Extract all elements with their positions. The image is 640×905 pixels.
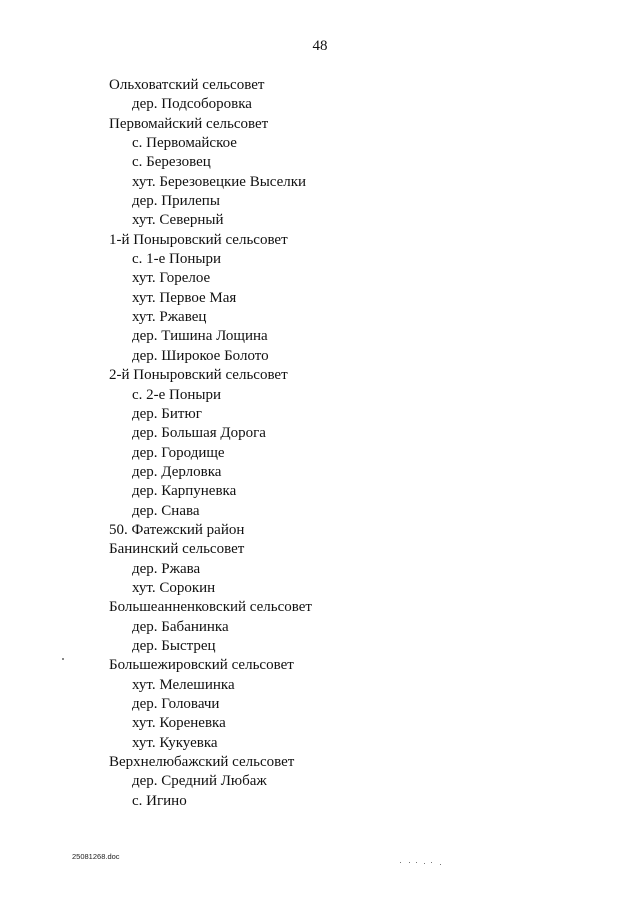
settlement-item: дер. Средний Любаж bbox=[132, 773, 267, 790]
settlement-item: дер. Подсоборовка bbox=[132, 96, 252, 113]
settlement-item: дер. Бабанинка bbox=[132, 618, 229, 635]
council-heading: Ольховатский сельсовет bbox=[109, 77, 265, 93]
settlement-item: с. 2-е Поныри bbox=[132, 386, 222, 403]
footer-filename: 25081268.doc bbox=[72, 852, 120, 861]
council-heading: Верхнелюбажский сельсовет bbox=[109, 754, 295, 771]
settlement-item: дер. Головачи bbox=[132, 696, 220, 712]
settlement-item: с. Березовец bbox=[132, 154, 211, 171]
settlement-item: дер. Дерловка bbox=[132, 463, 222, 480]
settlement-item: дер. Битюг bbox=[132, 405, 202, 422]
settlement-item: дер. Большая Дорога bbox=[132, 425, 266, 442]
settlement-item: дер. Тишина Лощина bbox=[132, 328, 268, 345]
settlement-list bbox=[109, 76, 312, 811]
settlement-item: хут. Кореневка bbox=[132, 715, 226, 732]
settlement-item: дер. Прилепы bbox=[132, 193, 220, 210]
council-heading: Большеанненковский сельсовет bbox=[109, 599, 312, 616]
settlement-item: с. Игино bbox=[132, 792, 187, 809]
council-heading: 50. Фатежский район bbox=[109, 521, 245, 538]
settlement-item: хут. Сорокин bbox=[132, 579, 216, 596]
scan-artifact-dots bbox=[400, 862, 450, 866]
settlement-item: с. 1-е Поныри bbox=[132, 251, 222, 268]
settlement-item: хут. Мелешинка bbox=[132, 676, 235, 693]
settlement-item: хут. Горелое bbox=[132, 270, 211, 287]
council-heading: Банинский сельсовет bbox=[109, 541, 245, 558]
council-heading: 1-й Поныровский сельсовет bbox=[109, 231, 288, 248]
page-number: 48 bbox=[312, 38, 328, 54]
council-heading: Первомайский сельсовет bbox=[109, 115, 269, 132]
settlement-item: хут. Первое Мая bbox=[132, 289, 237, 306]
settlement-item: хут. Березовецкие Выселки bbox=[132, 173, 307, 190]
settlement-item: хут. Кукуевка bbox=[132, 734, 218, 751]
settlement-item: хут. Северный bbox=[132, 212, 224, 229]
settlement-item: дер. Карпуневка bbox=[132, 483, 237, 500]
council-heading: 2-й Поныровский сельсовет bbox=[109, 367, 288, 384]
settlement-item: с. Первомайское bbox=[132, 135, 237, 152]
scan-artifact-dot bbox=[62, 658, 64, 660]
settlement-item: хут. Ржавец bbox=[132, 309, 207, 326]
settlement-item: дер. Быстрец bbox=[132, 637, 216, 654]
settlement-item: дер. Снава bbox=[132, 502, 200, 519]
settlement-item: дер. Городище bbox=[132, 444, 225, 461]
settlement-item: дер. Ржава bbox=[132, 560, 201, 577]
settlement-item: дер. Широкое Болото bbox=[132, 347, 269, 364]
council-heading: Большежировский сельсовет bbox=[109, 657, 294, 674]
